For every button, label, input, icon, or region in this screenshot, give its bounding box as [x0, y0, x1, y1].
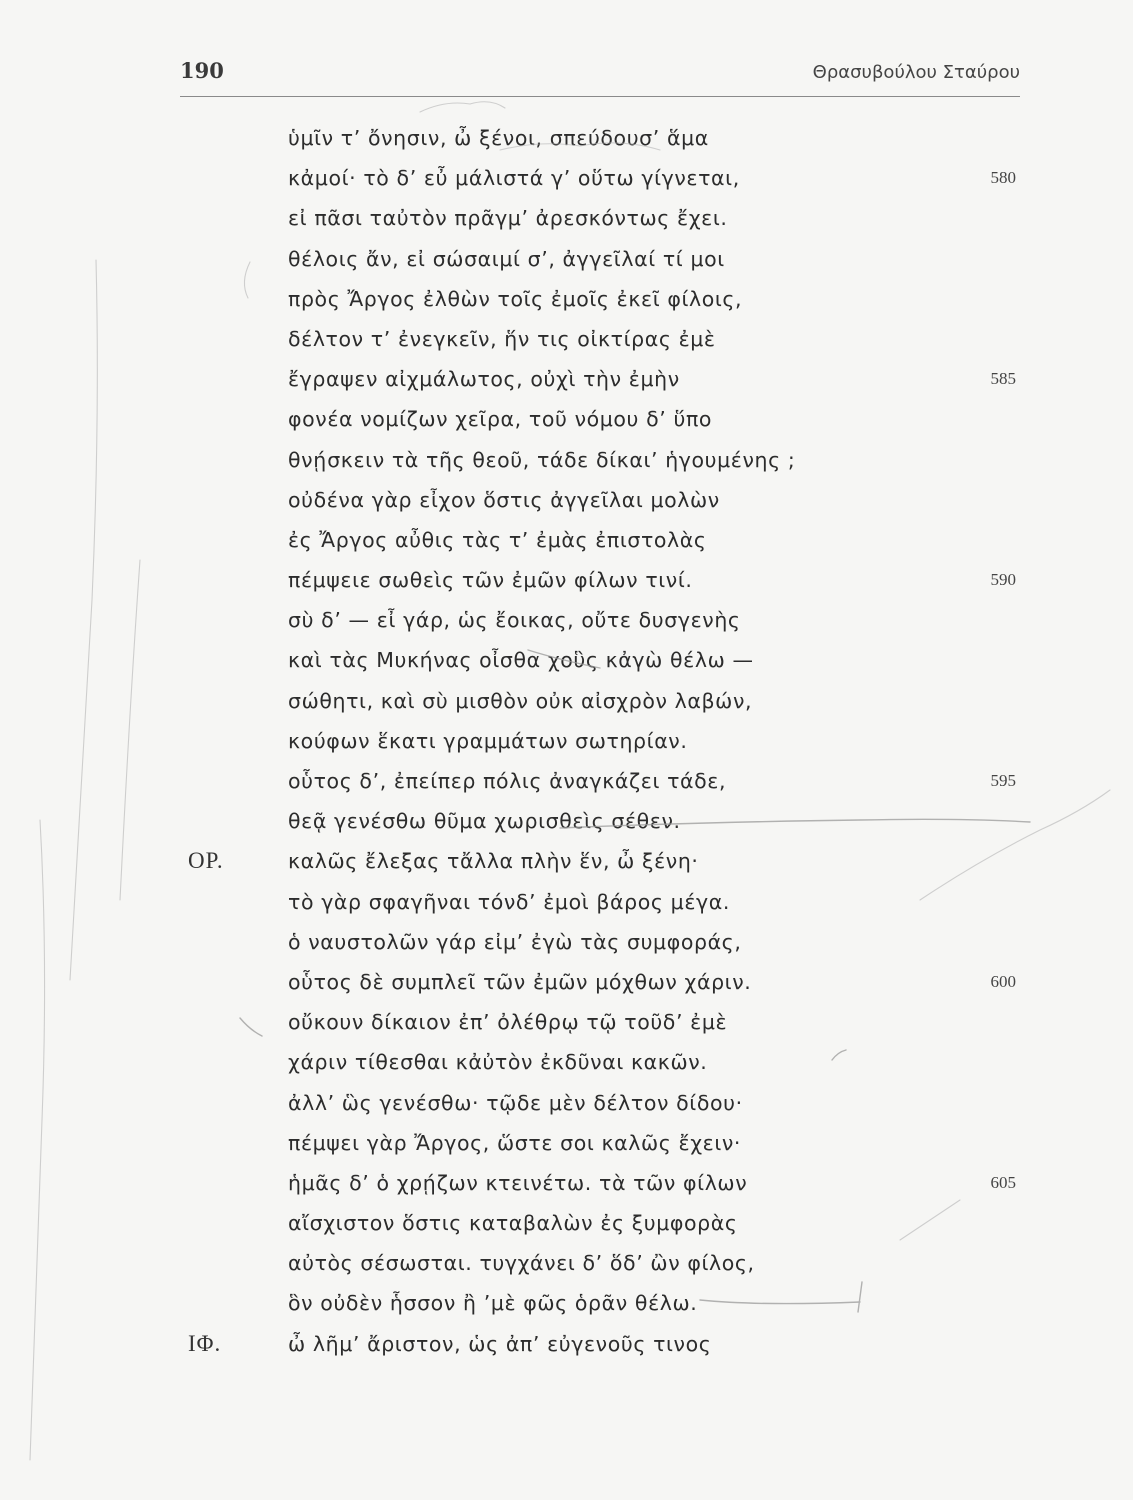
verse-line	[180, 1083, 1020, 1123]
verse-line	[180, 640, 1020, 680]
verse-text: χάριν τίθεσθαι κἀὐτὸν ἐκδῦναι κακῶν.	[288, 1050, 708, 1075]
speaker-label: ΟΡ.	[188, 848, 224, 874]
line-number: 595	[990, 771, 1016, 790]
verse-text: ὁ ναυστολῶν γάρ εἰμ’ ἐγὼ τὰς συμφοράς,	[288, 929, 742, 954]
verse-text: δέλτον τ’ ἐνεγκεῖν, ἥν τις οἰκτίρας ἐμὲ	[288, 326, 716, 351]
page-number: 190	[180, 58, 224, 83]
verse-line	[180, 1042, 1020, 1082]
verse-text: ἔγραψεν αἰχμάλωτος, οὐχὶ τὴν ἐμὴν	[288, 367, 680, 392]
verse-text: ἐς Ἄργος αὖθις τὰς τ’ ἐμὰς ἐπιστολὰς	[288, 527, 707, 552]
verse-line	[180, 801, 1020, 841]
verse-text: θνῄσκειν τὰ τῆς θεοῦ, τάδε δίκαι’ ἡγουμένης ;	[288, 447, 796, 472]
verse-line	[180, 761, 1020, 801]
verse-text: ὦ λῆμ’ ἄριστον, ὡς ἀπ’ εὐγενοῦς τινος	[288, 1331, 712, 1356]
verse-line	[180, 359, 1020, 399]
verse-line	[180, 1002, 1020, 1042]
line-number: 590	[990, 570, 1016, 590]
verse-text: θεᾷ γενέσθω θῦμα χωρισθεὶς σέθεν.	[288, 809, 681, 834]
verse-line	[180, 600, 1020, 640]
verse-line	[180, 118, 1020, 158]
verse-text: πρὸς Ἄργος ἐλθὼν τοῖς ἐμοῖς ἐκεῖ φίλοις,	[288, 286, 743, 311]
verse-line	[180, 841, 1020, 881]
verse-line	[180, 962, 1020, 1002]
speaker-label: ΙΦ.	[188, 1330, 222, 1356]
line-number: 605	[990, 1172, 1016, 1192]
verse-line	[180, 1163, 1020, 1203]
verse-text: ὑμῖν τ’ ὄνησιν, ὦ ξένοι, σπεύδουσ’ ἅμα	[288, 126, 709, 150]
verse-line	[180, 480, 1020, 520]
verse-text: ὃν οὐδὲν ἧσσον ἢ ’μὲ φῶς ὁρᾶν θέλω.	[288, 1291, 698, 1316]
verse-line	[180, 560, 1020, 600]
running-head: Θρασυβούλου Σταύρου	[812, 62, 1020, 83]
verse-line	[180, 1283, 1020, 1323]
line-number: 600	[990, 971, 1016, 991]
verse-text: οὔκουν δίκαιον ἐπ’ ὀλέθρῳ τῷ τοῦδ’ ἐμὲ	[288, 1010, 728, 1035]
verse-text: οὗτος δὲ συμπλεῖ τῶν ἐμῶν μόχθων χάριν.	[288, 969, 752, 994]
verse-text: σὺ δ’ — εἶ γάρ, ὡς ἔοικας, οὔτε δυσγενὴς	[288, 608, 741, 633]
verse-text-block	[180, 118, 1020, 1364]
verse-line	[180, 1203, 1020, 1243]
verse-text: οὐδένα γὰρ εἶχον ὅστις ἀγγεῖλαι μολὼν	[288, 487, 720, 512]
verse-text: καὶ τὰς Μυκήνας οἶσθα χοὓς κἀγὼ θέλω —	[288, 648, 754, 673]
verse-line	[180, 721, 1020, 761]
verse-text: ἡμᾶς δ’ ὁ χρῄζων κτεινέτω. τὰ τῶν φίλων	[288, 1170, 748, 1195]
verse-line	[180, 279, 1020, 319]
verse-line	[180, 319, 1020, 359]
verse-line	[180, 440, 1020, 480]
verse-line	[180, 198, 1020, 238]
verse-line	[180, 922, 1020, 962]
verse-line	[180, 1324, 1020, 1364]
verse-line	[180, 1243, 1020, 1283]
verse-text: εἰ πᾶσι ταὐτὸν πρᾶγμ’ ἀρεσκόντως ἔχει.	[288, 206, 728, 231]
verse-text: κούφων ἕκατι γραμμάτων σωτηρίαν.	[288, 728, 688, 753]
verse-text: σώθητι, καὶ σὺ μισθὸν οὐκ αἰσχρὸν λαβών,	[288, 688, 753, 713]
verse-line	[180, 681, 1020, 721]
verse-text: φονέα νομίζων χεῖρα, τοῦ νόμου δ’ ὕπο	[288, 407, 713, 432]
verse-text: πέμψειε σωθεὶς τῶν ἐμῶν φίλων τινί.	[288, 568, 693, 593]
verse-text: οὗτος δ’, ἐπείπερ πόλις ἀναγκάζει τάδε,	[288, 769, 727, 793]
verse-line	[180, 882, 1020, 922]
verse-text: αἴσχιστον ὅστις καταβαλὼν ἐς ξυμφορὰς	[288, 1211, 738, 1236]
verse-line	[180, 158, 1020, 198]
line-number: 585	[990, 369, 1016, 389]
verse-line	[180, 1123, 1020, 1163]
line-number: 580	[990, 168, 1016, 188]
verse-text: ἀλλ’ ὣς γενέσθω· τῷδε μὲν δέλτον δίδου·	[288, 1090, 743, 1115]
verse-text: θέλοις ἄν, εἰ σώσαιμί σ’, ἀγγεῖλαί τί μοι	[288, 246, 725, 271]
verse-line	[180, 520, 1020, 560]
verse-text: πέμψει γὰρ Ἄργος, ὥστε σοι καλῶς ἔχειν·	[288, 1130, 742, 1155]
verse-text: αὐτὸς σέσωσται. τυγχάνει δ’ ὅδ’ ὢν φίλος,	[288, 1251, 755, 1276]
verse-line	[180, 239, 1020, 279]
verse-line	[180, 399, 1020, 439]
page-header	[180, 58, 1020, 97]
verse-text: καλῶς ἔλεξας τἄλλα πλὴν ἕν, ὦ ξένη·	[288, 849, 699, 874]
verse-text: κἀμοί· τὸ δ’ εὖ μάλιστά γ’ οὕτω γίγνεται,	[288, 166, 740, 191]
verse-text: τὸ γὰρ σφαγῆναι τόνδ’ ἐμοὶ βάρος μέγα.	[288, 889, 730, 914]
